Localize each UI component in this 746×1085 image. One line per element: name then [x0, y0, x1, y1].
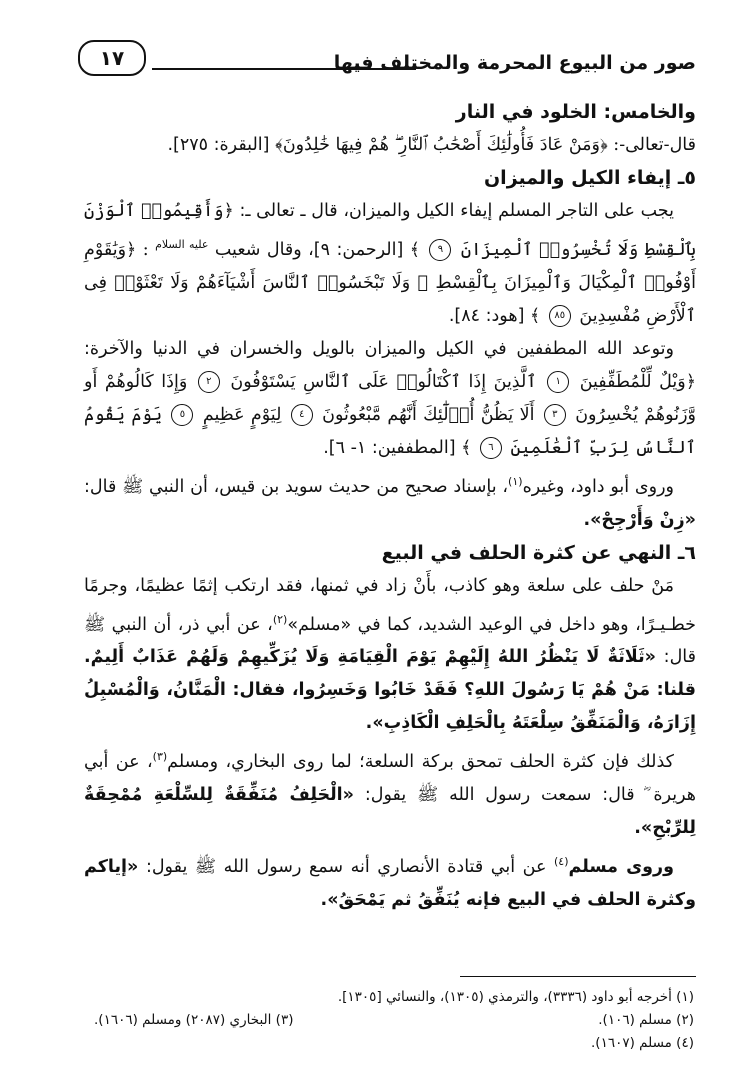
hadith-text: «ثَلَاثَةٌ لَا يَنْظُرُ اللهُ إِلَيْهِمْ يَوْمَ الْقِيَامَةِ وَلَا يُزَكِّيهِمْ وَلَهُمْ عَذَابٌ أَلِيمٌ. قلنا: مَنْ هُمْ يَا رَسُولَ اللهِ؟ فَقَدْ خَابُوا وَخَسِرُوا، فقال: الْمَنَّانُ، وَالْمُسْبِلُ إِزَارَهُ، وَالْمَنَفِّقُ سِلْعَتَهُ بِالْحَلِفِ الْكَاذِبِ».: [84, 647, 696, 734]
footnote-2: (٢) مسلم (١٠٦).: [598, 1012, 694, 1028]
text-run: يجب على التاجر المسلم إيفاء الكيل والميزان، قال ـ تعالى ـ:: [239, 201, 674, 221]
heading-kayl: ٥ـ إيفاء الكيل والميزان: [483, 167, 696, 189]
quran-verse: وَإِذَا كَالُوهُمْ أَو وَّزَنُوهُمْ يُخْسِرُونَ: [84, 371, 696, 425]
ayah-number-marker: ٣: [544, 404, 566, 426]
hadith-text: «زِنْ وَأَرْجِحْ».: [583, 509, 696, 530]
ayah-number-marker: ٤: [291, 404, 313, 426]
footnote-rule: [460, 976, 696, 977]
quran-verse: ﴿وَأَقِيمُوا۟ ٱلْوَزْنَ بِٱلْقِسْطِ وَلَا تُخْسِرُوا۟ ٱلْمِيزَانَ: [84, 201, 696, 260]
hadith-text: «الْحَلِفُ مُنَفِّقَةٌ لِلسِّلْعَةِ مُمْحِقَةٌ لِلرِّبْحِ».: [84, 785, 696, 839]
quran-verse: ٱلَّذِينَ إِذَا ٱكْتَالُوا۟ عَلَى ٱلنَّاسِ يَسْتَوْفُونَ: [230, 371, 537, 392]
quran-verse: أَلَا يَظُنُّ أُو۟لَٰٓئِكَ أَنَّهُم مَّبْعُوثُونَ: [322, 404, 535, 425]
text-run: عن أبي قتادة الأنصاري أنه سمع رسول الله ﷺ يقول:: [145, 857, 547, 878]
running-title: صور من البيوع المحرمة والمختلف فيها: [333, 52, 696, 74]
heading-half: ٦ـ النهي عن كثرة الحلف في البيع: [381, 541, 696, 564]
text-run: مَنْ حلف على سلعة وهو كاذب، بأَنْ زاد في ثمنها، فقد ارتكب إثمًا عظيمًا، وجرمًا خطـيـرًا، وهو داخل في الوعيد الشديد، كما في «مسلم»: [84, 575, 696, 635]
text-run: ، عن أبي هريرة ؓ قال: سمعت رسول الله ﷺ يقول:: [84, 752, 696, 806]
ayah-number-marker: ١: [547, 371, 569, 393]
ayah-number-marker: ٥: [171, 404, 193, 426]
text-run: ، عن أبي ذر، أن النبي ﷺ قال:: [84, 614, 696, 668]
paragraph-6: [84, 740, 696, 845]
quran-verse: يَوْمَ يَقُومُ ٱلنَّاسُ لِرَبِّ ٱلْعَٰلَمِينَ: [84, 404, 696, 458]
text-run: ، بإسناد صحيح من حديث سويد بن قيس، أن النبي ﷺ قال:: [84, 476, 509, 497]
body-text: [84, 96, 696, 917]
quran-verse: : ﴿وَيَٰقَوْمِ أَوْفُوا۟ ٱلْمِكْيَالَ وَٱلْمِيزَانَ بِٱلْقِسْطِ ۖ وَلَا تَبْخَسُوا۟ ٱلنَّاسَ أَشْيَآءَهُمْ وَلَا تَعْثَوْا۟ فِى ٱلْأَرْضِ مُفْسِدِينَ: [84, 239, 696, 326]
salam-glyph: عليه السلام: [155, 238, 209, 251]
heading-khulud: والخامس: الخلود في النار: [455, 101, 696, 123]
ayah-number-marker: ٩: [429, 239, 451, 261]
ayah-number-marker: ٦: [480, 437, 502, 459]
footnote-line: [84, 1009, 694, 1032]
text-run: كذلك فإن كثرة الحلف تمحق بركة السلعة؛ لما روى البخاري، ومسلم: [167, 752, 675, 773]
text-run: وتوعد الله المطففين في الكيل والميزان بالويل والخسران في الدنيا والآخرة:: [84, 338, 674, 359]
quran-verse: قال-تعالى-: ﴿وَمَنْ عَادَ فَأُولَٰئِكَ أَصْحَٰبُ ٱلنَّارِ ۖ هُمْ فِيهَا خَٰلِدُونَ﴾: [275, 135, 696, 155]
page-header: [78, 38, 696, 78]
paragraph-2: [84, 195, 696, 333]
paragraph-3: [84, 333, 696, 465]
footnote-ref[interactable]: (٤): [553, 855, 569, 869]
hadith-text: «إياكم وكثرة الحلف في البيع فإنه يُنَفِّقُ ثم يَمْحَقُ».: [84, 857, 696, 911]
quran-verse: ﴿وَيْلٌ لِّلْمُطَفِّفِينَ: [579, 371, 696, 392]
paragraph-5: [84, 570, 696, 741]
paragraph-7: [84, 845, 696, 917]
footnote-ref[interactable]: (١): [508, 474, 523, 488]
ayah-number-marker: ٨٥: [549, 305, 571, 327]
ayah-number-marker: ٢: [198, 371, 220, 393]
page-number: ١٧: [78, 40, 146, 76]
footnote-ref[interactable]: (٢): [272, 612, 288, 626]
verse-ref: ﴾ [المطففين: ١- ٦].: [323, 437, 472, 458]
paragraph-4: [84, 465, 696, 537]
paragraph-1: [84, 129, 696, 162]
verse-ref: ﴾ [هود: ٨٤].: [448, 305, 541, 326]
footnote-3: (٣) البخاري (٢٠٨٧) ومسلم (١٦٠٦).: [94, 1012, 294, 1028]
footnote-1: (١) أخرجه أبو داود (٣٣٣٦)، والترمذي (١٣٠٥)، والنسائي [١٣٠٥].: [337, 989, 694, 1005]
verse-ref: [البقرة: ٢٧٥].: [167, 135, 270, 155]
verse-ref: ﴾ [الرحمن: ٩]، وقال شعيب: [214, 239, 420, 260]
footnotes: [84, 986, 694, 1055]
header-rule: [152, 68, 416, 70]
text-run: وروى مسلم: [568, 857, 674, 878]
quran-verse: لِيَوْمٍ عَظِيمٍ: [202, 404, 282, 425]
footnote-4: (٤) مسلم (١٦٠٧).: [591, 1035, 694, 1051]
text-run: وروى أبو داود، وغيره: [522, 476, 674, 497]
footnote-ref[interactable]: (٣): [152, 750, 168, 764]
